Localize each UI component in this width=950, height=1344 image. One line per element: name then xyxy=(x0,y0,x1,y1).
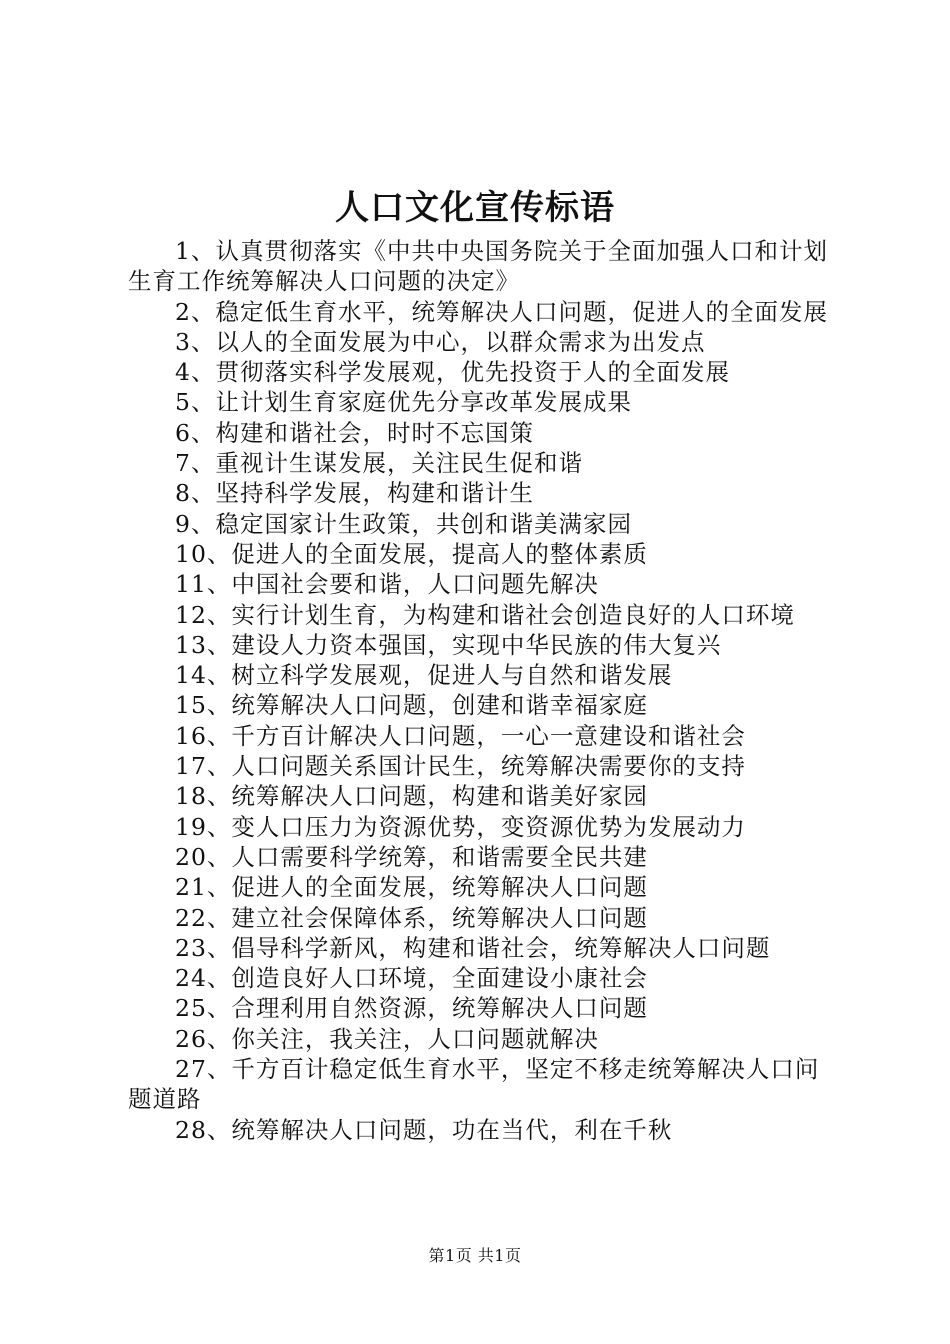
slogan-item: 4、贯彻落实科学发展观，优先投资于人的全面发展 xyxy=(175,358,730,387)
slogan-item: 23、倡导科学新风，构建和谐社会，统筹解决人口问题 xyxy=(175,933,771,962)
slogan-item: 15、统筹解决人口问题，创建和谐幸福家庭 xyxy=(175,691,648,720)
slogan-item: 5、让计划生育家庭优先分享改革发展成果 xyxy=(175,388,632,417)
slogan-item: 10、促进人的全面发展，提高人的整体素质 xyxy=(175,539,648,568)
slogan-item: 8、坚持科学发展，构建和谐计生 xyxy=(175,479,534,508)
slogan-item: 6、构建和谐社会，时时不忘国策 xyxy=(175,418,534,447)
slogan-item: 17、人口问题关系国计民生，统筹解决需要你的支持 xyxy=(175,752,746,781)
document-title: 人口文化宣传标语 xyxy=(335,188,615,228)
slogan-item: 12、实行计划生育，为构建和谐社会创造良好的人口环境 xyxy=(175,600,795,629)
slogan-item: 7、重视计生谋发展，关注民生促和谐 xyxy=(175,449,583,478)
slogan-item: 14、树立科学发展观，促进人与自然和谐发展 xyxy=(175,661,673,690)
slogan-item: 27、千方百计稳定低生育水平，坚定不移走统筹解决人口问题道路 xyxy=(128,1055,820,1114)
slogan-item: 28、统筹解决人口问题，功在当代，利在千秋 xyxy=(175,1115,673,1144)
slogan-item: 2、稳定低生育水平，统筹解决人口问题，促进人的全面发展 xyxy=(175,297,828,326)
slogan-item: 20、人口需要科学统筹，和谐需要全民共建 xyxy=(175,842,648,871)
slogan-item: 9、稳定国家计生政策，共创和谐美满家园 xyxy=(175,509,632,538)
slogan-list xyxy=(128,236,834,1145)
page-footer: 第1页 共1页 xyxy=(428,1246,522,1265)
slogan-item: 25、合理利用自然资源，统筹解决人口问题 xyxy=(175,994,648,1023)
slogan-item: 19、变人口压力为资源优势，变资源优势为发展动力 xyxy=(175,812,746,841)
slogan-item: 26、你关注，我关注，人口问题就解决 xyxy=(175,1024,599,1053)
slogan-item: 22、建立社会保障体系，统筹解决人口问题 xyxy=(175,903,648,932)
slogan-item: 24、创造良好人口环境，全面建设小康社会 xyxy=(175,964,648,993)
slogan-item: 21、促进人的全面发展，统筹解决人口问题 xyxy=(175,873,648,902)
slogan-item: 1、认真贯彻落实《中共中央国务院关于全面加强人口和计划生育工作统筹解决人口问题的决定》 xyxy=(128,237,828,296)
slogan-item: 16、千方百计解决人口问题，一心一意建设和谐社会 xyxy=(175,721,746,750)
slogan-item: 11、中国社会要和谐，人口问题先解决 xyxy=(175,570,599,599)
slogan-item: 3、以人的全面发展为中心，以群众需求为出发点 xyxy=(175,327,706,356)
slogan-item: 13、建设人力资本强国，实现中华民族的伟大复兴 xyxy=(175,630,722,659)
slogan-item: 18、统筹解决人口问题，构建和谐美好家园 xyxy=(175,782,648,811)
